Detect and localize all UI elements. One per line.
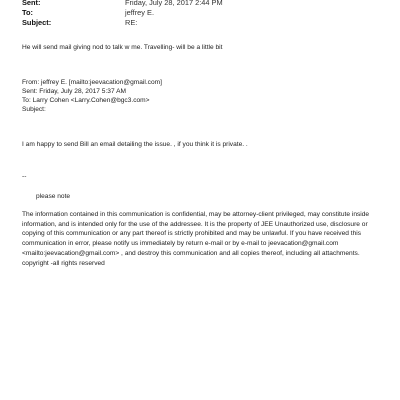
signature: please note bbox=[36, 193, 71, 200]
subject-label: Subject: bbox=[22, 18, 52, 27]
sent-value: Friday, July 28, 2017 2:44 PM bbox=[125, 0, 223, 7]
quoted-subject: Subject: bbox=[22, 106, 46, 113]
quoted-body: I am happy to send Bill an email detailing the issue. , if you think it is private. . bbox=[22, 141, 248, 148]
sent-label: Sent: bbox=[22, 0, 41, 7]
quoted-from: From: jeffrey E. [mailto:jeevacation@gmail.com] bbox=[22, 79, 162, 86]
subject-value: RE: bbox=[125, 18, 138, 27]
to-value: jeffrey E. bbox=[125, 8, 155, 17]
confidentiality-disclaimer: The information contained in this communication is confidential, may be attorney-client privileged, may constitute inside information, and is intended only for the use of the addressee. It is the property of JEE Unauthorized use, disclosure or copying of this communication or any part thereof is strictly prohibited and may be unlawful. If you have received this communication in error, please notify us immediately by return e-mail or by e-mail to jeevacation@gmail.com <mailto:jeevacation@gmail.com> , and destroy this communication and all copies thereof, including all attachments. copyright -all rights reserved bbox=[22, 211, 370, 267]
quoted-to: To: Larry Cohen <Larry.Cohen@bgc3.com> bbox=[22, 97, 150, 104]
signature-separator: -- bbox=[22, 173, 27, 180]
reply-body: He will send mail giving nod to talk w me. Travelling- will be a little bit bbox=[22, 44, 223, 51]
quoted-sent: Sent: Friday, July 28, 2017 5:37 AM bbox=[22, 88, 126, 95]
to-label: To: bbox=[22, 8, 33, 17]
